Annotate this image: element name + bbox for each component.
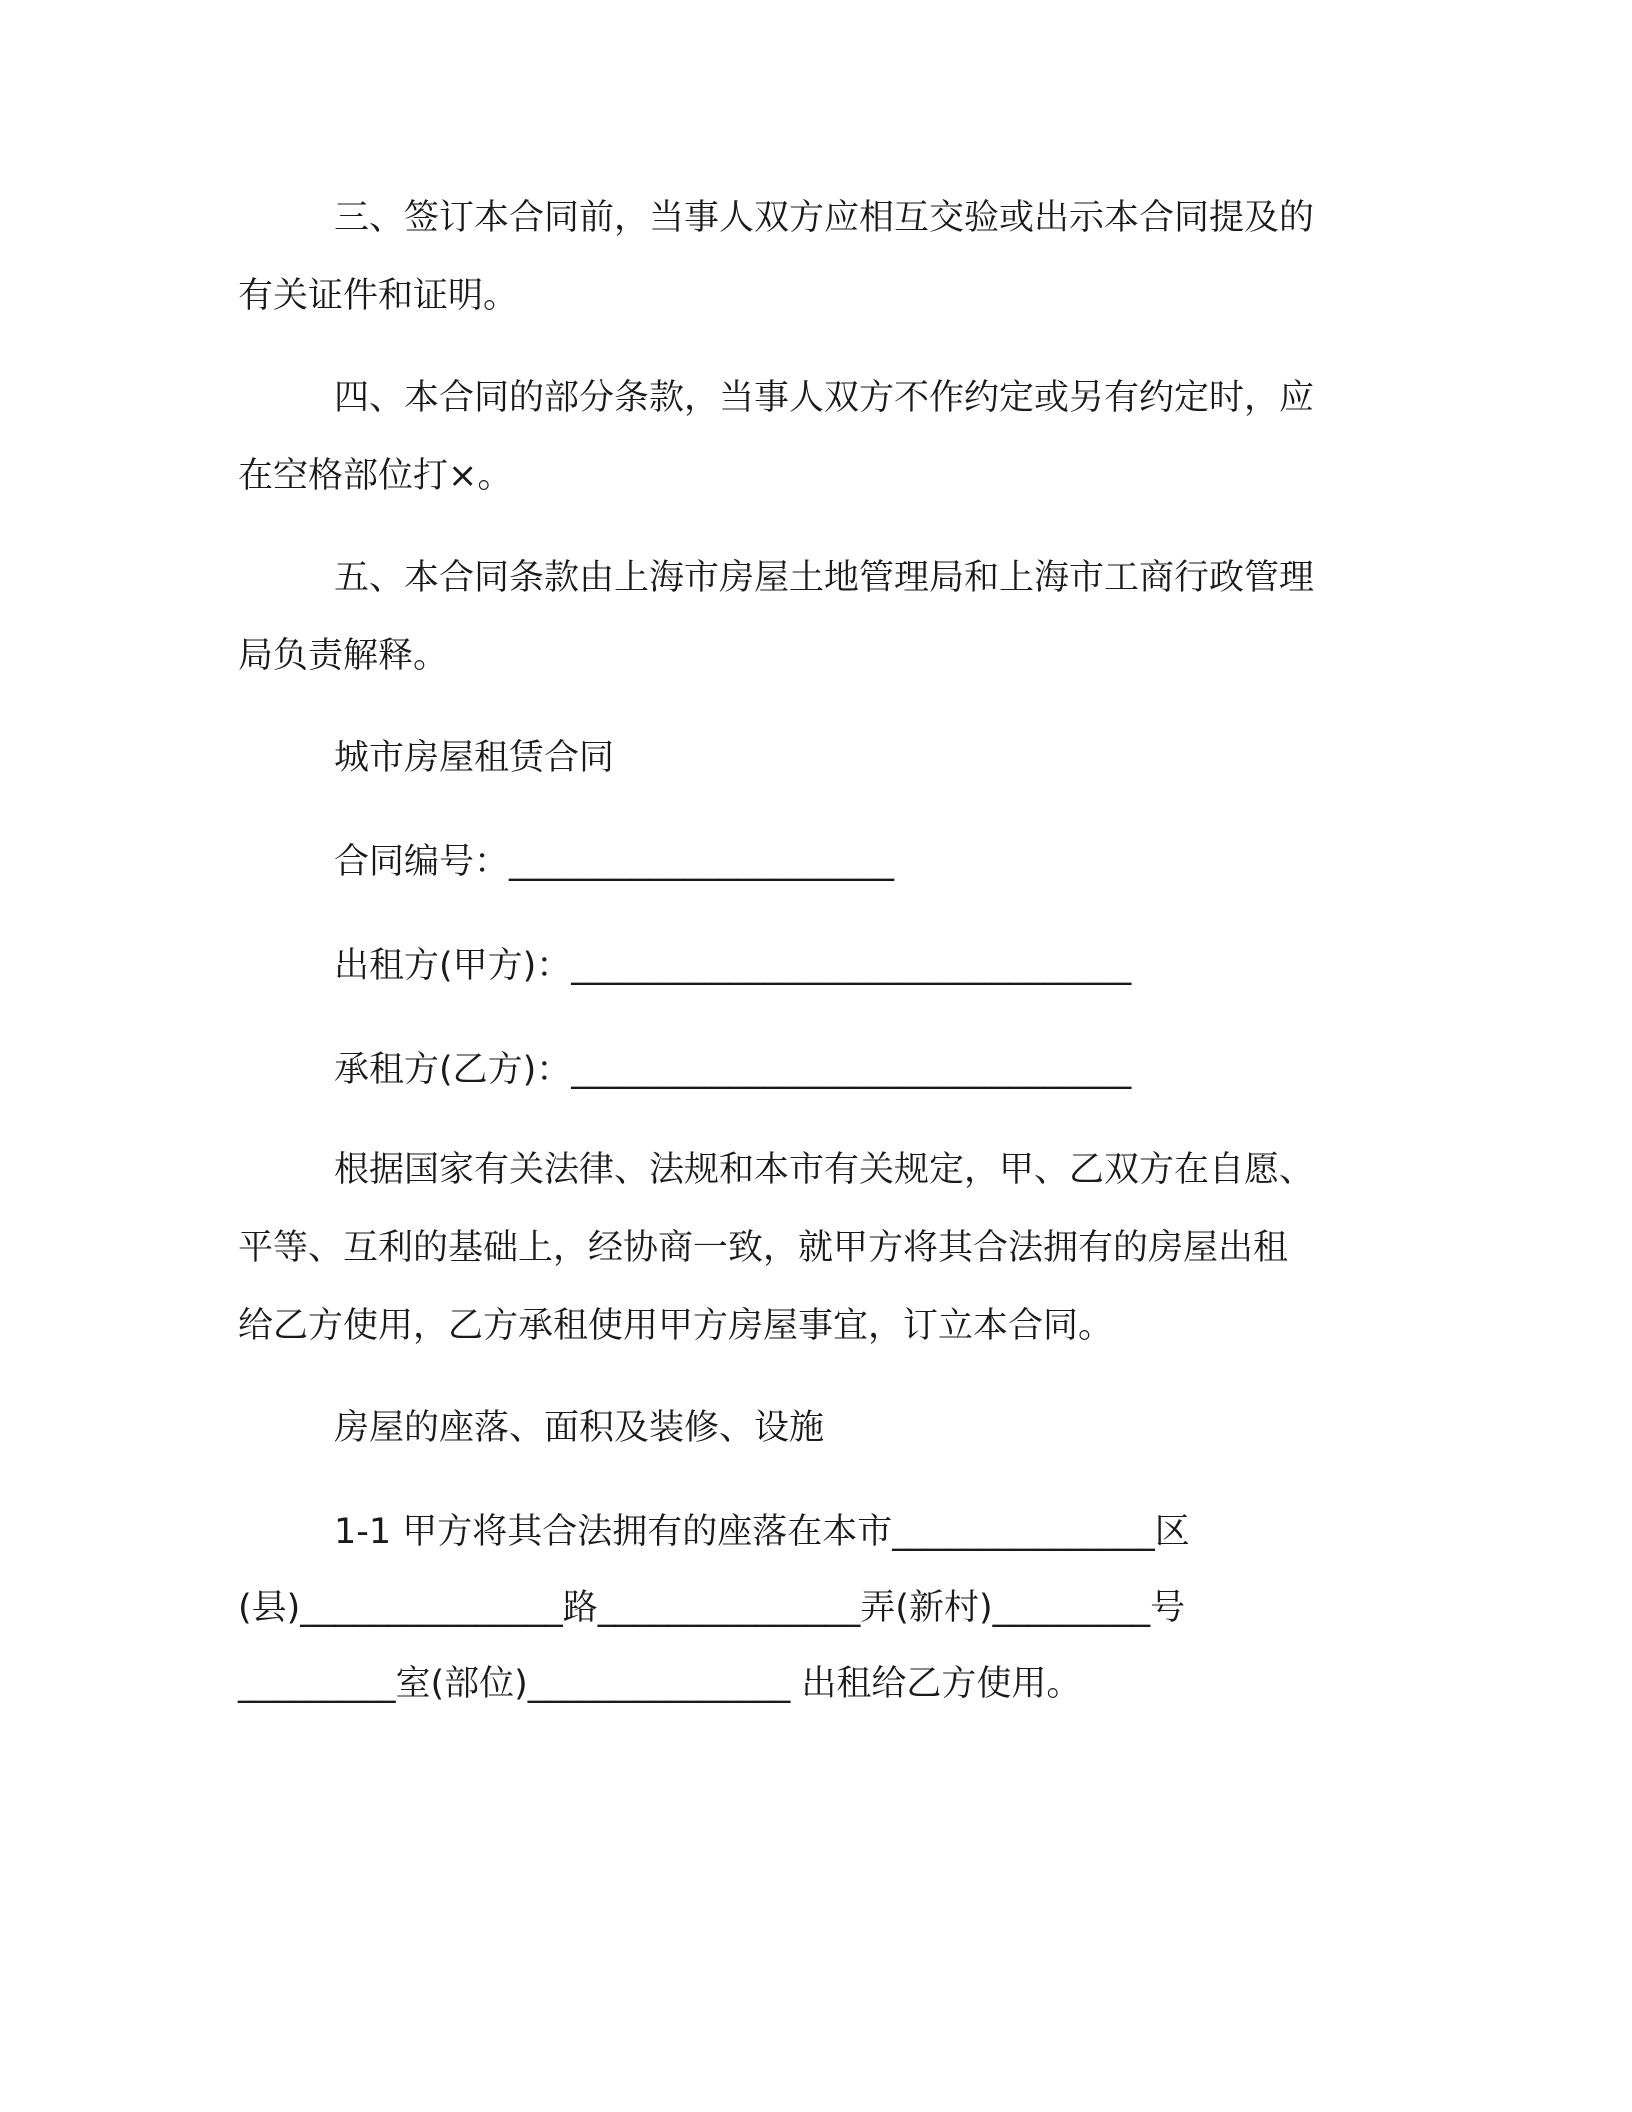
clause-1-1-line2: (县)_______________路_______________弄(新村)_________号 <box>238 1588 1186 1628</box>
para3-line1: 三、签订本合同前，当事人双方应相互交验或出示本合同提及的 <box>334 198 1315 238</box>
clause-1-1-line3: _________室(部位)_______________ 出租给乙方使用。 <box>238 1664 1082 1704</box>
lessor-field: 出租方(甲方)：________________________________ <box>334 946 1132 986</box>
preamble-line3: 给乙方使用，乙方承租使用甲方房屋事宜，订立本合同。 <box>238 1306 1114 1346</box>
contract-number-field: 合同编号：______________________ <box>334 842 895 882</box>
preamble-line1: 根据国家有关法律、法规和本市有关规定，甲、乙双方在自愿、 <box>334 1150 1315 1190</box>
contract-title: 城市房屋租赁合同 <box>334 738 615 778</box>
para5-line1: 五、本合同条款由上海市房屋土地管理局和上海市工商行政管理 <box>334 558 1315 598</box>
para5-line2: 局负责解释。 <box>238 636 449 676</box>
clause-1-1-line1: 1-1 甲方将其合法拥有的座落在本市_______________区 <box>334 1512 1190 1552</box>
preamble-line2: 平等、互利的基础上，经协商一致，就甲方将其合法拥有的房屋出租 <box>238 1228 1289 1268</box>
section-heading: 房屋的座落、面积及装修、设施 <box>334 1408 825 1448</box>
para4-line2: 在空格部位打×。 <box>238 456 513 496</box>
lessee-field: 承租方(乙方)：________________________________ <box>334 1050 1132 1090</box>
para4-line1: 四、本合同的部分条款，当事人双方不作约定或另有约定时，应 <box>334 378 1315 418</box>
para3-line2: 有关证件和证明。 <box>238 276 519 316</box>
